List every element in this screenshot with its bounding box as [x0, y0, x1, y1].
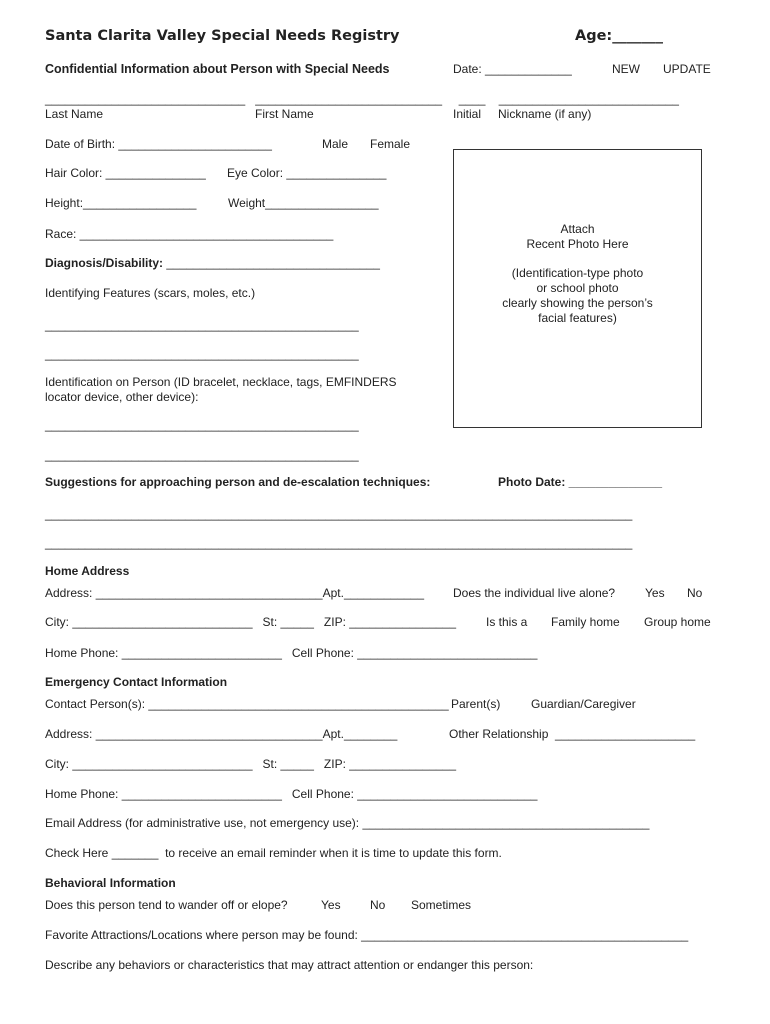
wander-question: Does this person tend to wander off or elope?: [45, 898, 288, 912]
photo-box-note-1: (Identification-type photo: [511, 266, 644, 280]
hair-color-field[interactable]: Hair Color: _______________: [45, 166, 206, 180]
family-home-option[interactable]: Family home: [551, 615, 620, 629]
live-alone-question: Does the individual live alone?: [453, 586, 616, 600]
male-option[interactable]: Male: [322, 137, 349, 151]
form-subtitle: Confidential Information about Person with Special Needs: [45, 62, 390, 76]
photo-box-recent: Recent Photo Here: [526, 237, 629, 251]
suggestions-line-1[interactable]: ________________________________________________________________________________________: [45, 507, 633, 521]
emergency-phone-field[interactable]: Home Phone: ________________________ Cell Phone: ___________________________: [45, 787, 538, 801]
dob-field[interactable]: Date of Birth: _______________________: [45, 137, 272, 151]
contact-person-field[interactable]: Contact Person(s): _____________________________________________: [45, 697, 449, 711]
weight-field[interactable]: Weight_________________: [228, 196, 379, 210]
race-field[interactable]: Race: ______________________________________: [45, 227, 334, 241]
name-lines[interactable]: ______________________________ ____________________________ ____ ___________________________: [45, 92, 679, 106]
wander-no[interactable]: No: [370, 898, 386, 912]
wander-sometimes[interactable]: Sometimes: [411, 898, 472, 912]
id-on-person-label-2: locator device, other device):: [45, 390, 199, 404]
age-field[interactable]: Age:_______: [575, 28, 663, 44]
emergency-address-field[interactable]: Address: __________________________________Apt.________: [45, 727, 398, 741]
female-option[interactable]: Female: [370, 137, 411, 151]
wander-yes[interactable]: Yes: [321, 898, 341, 912]
last-name-label: Last Name: [45, 107, 104, 121]
parent-option[interactable]: Parent(s): [451, 697, 501, 711]
live-alone-no[interactable]: No: [687, 586, 703, 600]
home-address-field[interactable]: Address: __________________________________Apt.____________: [45, 586, 425, 600]
photo-date-field[interactable]: Photo Date: ______________: [498, 475, 663, 489]
suggestions-label: Suggestions for approaching person and de-escalation techniques:: [45, 475, 431, 489]
nickname-label: Nickname (if any): [498, 107, 592, 121]
diagnosis-field[interactable]: [45, 256, 380, 270]
photo-box-note-4: facial features): [538, 311, 617, 325]
is-this-label: Is this a: [486, 615, 528, 629]
first-name-label: First Name: [255, 107, 314, 121]
live-alone-yes[interactable]: Yes: [645, 586, 665, 600]
home-phone-field[interactable]: Home Phone: ________________________ Cell Phone: ___________________________: [45, 646, 538, 660]
diagnosis-line[interactable]: ________________________________: [163, 256, 380, 270]
behaviors-description-label: Describe any behaviors or characteristics that may attract attention or endanger this person:: [45, 958, 534, 972]
behavioral-heading: Behavioral Information: [45, 876, 176, 890]
id-line-2[interactable]: _______________________________________________: [45, 448, 359, 462]
diagnosis-label: Diagnosis/Disability:: [45, 256, 164, 270]
photo-box-note-3: clearly showing the person’s: [502, 296, 653, 310]
photo-box-attach: Attach: [560, 222, 595, 236]
date-field[interactable]: Date: _____________: [453, 62, 572, 76]
group-home-option[interactable]: Group home: [644, 615, 711, 629]
photo-box[interactable]: [453, 149, 702, 428]
other-relationship-field[interactable]: Other Relationship _____________________: [449, 727, 696, 741]
favorite-attractions-field[interactable]: Favorite Attractions/Locations where person may be found: _________________________________________________: [45, 928, 689, 942]
features-line-2[interactable]: _______________________________________________: [45, 347, 359, 361]
update-option[interactable]: UPDATE: [663, 62, 711, 76]
eye-color-field[interactable]: Eye Color: _______________: [227, 166, 387, 180]
email-reminder-check[interactable]: Check Here _______ to receive an email reminder when it is time to update this form.: [45, 846, 502, 860]
form-title: Santa Clarita Valley Special Needs Registry: [45, 28, 400, 44]
new-option[interactable]: NEW: [612, 62, 640, 76]
features-line-1[interactable]: _______________________________________________: [45, 318, 359, 332]
emergency-heading: Emergency Contact Information: [45, 675, 228, 689]
id-line-1[interactable]: _______________________________________________: [45, 418, 359, 432]
height-field[interactable]: Height:_________________: [45, 196, 197, 210]
photo-box-note-2: or school photo: [536, 281, 619, 295]
emergency-city-field[interactable]: City: ___________________________ St: _____ ZIP: ________________: [45, 757, 457, 771]
email-field[interactable]: Email Address (for administrative use, not emergency use): ___________________________________________: [45, 816, 650, 830]
guardian-option[interactable]: Guardian/Caregiver: [531, 697, 636, 711]
identifying-features-label: Identifying Features (scars, moles, etc.): [45, 286, 256, 300]
home-address-heading: Home Address: [45, 564, 130, 578]
home-city-field[interactable]: City: ___________________________ St: _____ ZIP: ________________: [45, 615, 457, 629]
initial-label: Initial: [453, 107, 482, 121]
id-on-person-label-1: Identification on Person (ID bracelet, necklace, tags, EMFINDERS: [45, 375, 397, 389]
suggestions-line-2[interactable]: ________________________________________________________________________________________: [45, 536, 633, 550]
